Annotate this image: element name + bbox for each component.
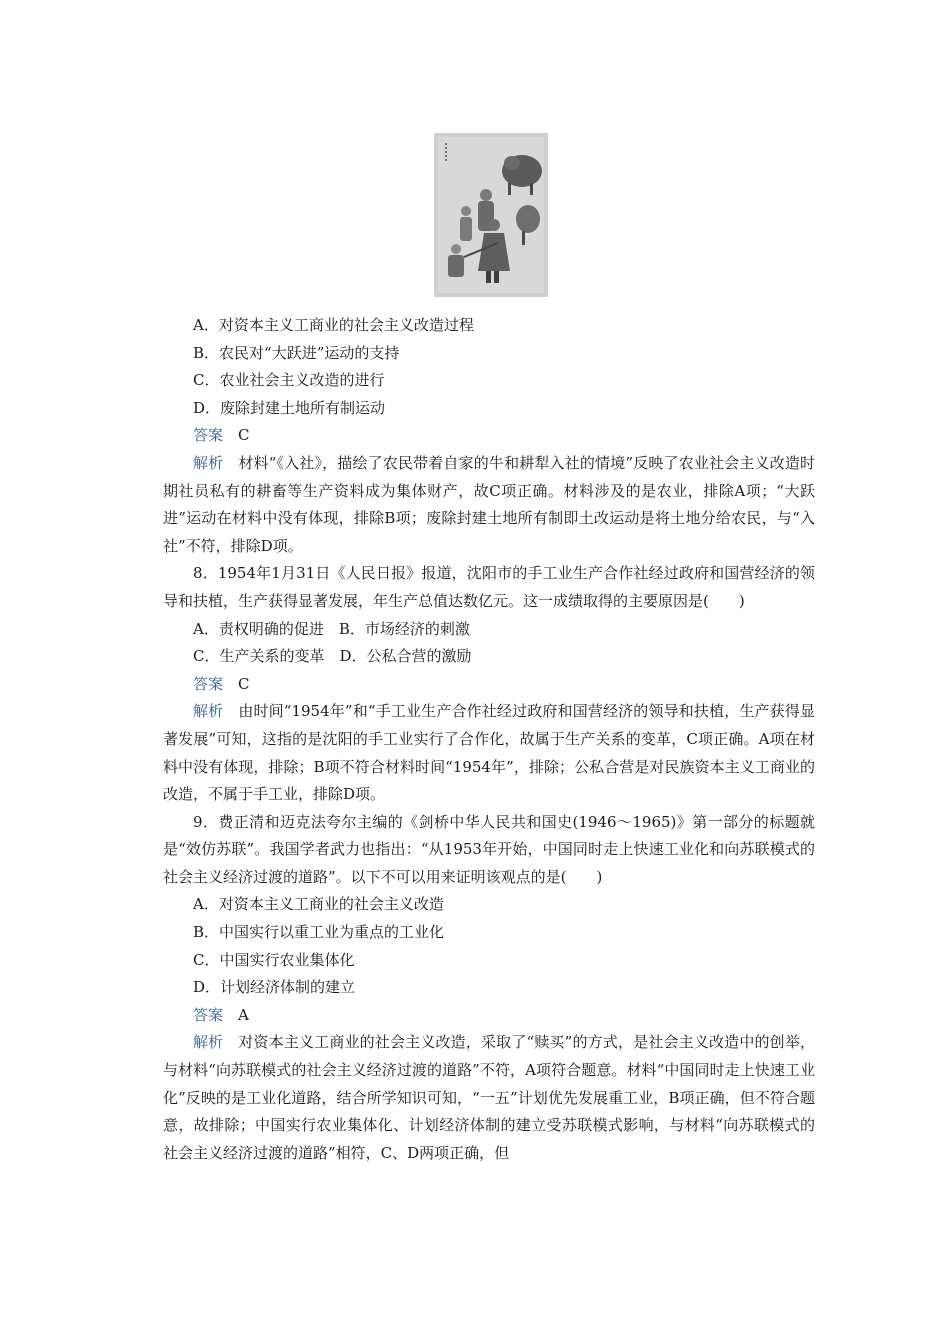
- q9-analysis: [163, 1029, 815, 1167]
- answer-value: A: [238, 1005, 249, 1024]
- answer-value: C: [238, 426, 250, 445]
- analysis-label: 解析: [193, 453, 224, 472]
- painting-figure: [434, 133, 548, 297]
- q9-stem: 9．费正清和迈克法夸尔主编的《剑桥中华人民共和国史(1946～1965)》第一部分的标题就是“效仿苏联”。我国学者武力也指出：“从1953年开始，中国同时走上快速工业化和向苏联模式的社会主义经济过渡的道路”。以下不可以用来证明该观点的是( ): [163, 812, 815, 886]
- answer-value: C: [238, 674, 250, 693]
- q9-option-a: A．对资本主义工商业的社会主义改造: [193, 895, 444, 914]
- document-body: [163, 312, 815, 1167]
- analysis-label: 解析: [193, 1033, 224, 1052]
- q7-option-c: C．农业社会主义改造的进行: [193, 371, 385, 390]
- analysis-text: 材料“《入社》，描绘了农民带着自家的牛和耕犁入社的情境”反映了农业社会主义改造时期社员私有的耕畜等生产资料成为集体财产，故C项正确。材料涉及的是农业，排除A项；“大跃进”运动在材料中没有体现，排除B项；废除封建土地所有制即土改运动是将土地分给农民，与“入社”不符，排除D项。: [163, 453, 815, 555]
- analysis-label: 解析: [193, 702, 224, 721]
- q8-analysis: [163, 698, 815, 808]
- q8-stem: 8．1954年1月31日《人民日报》报道，沈阳市的手工业生产合作社经过政府和国营经济的领导和扶植，生产获得显著发展，年生产总值达数亿元。这一成绩取得的主要原因是( ): [163, 564, 815, 610]
- q7-option-b: B．农民对“大跃进”运动的支持: [193, 343, 400, 362]
- q9-option-b: B．中国实行以重工业为重点的工业化: [193, 923, 445, 942]
- q7-option-d: D．废除封建土地所有制运动: [193, 398, 386, 417]
- q8-answer: [163, 671, 815, 699]
- painting-farmers-with-oxen-icon: [434, 133, 548, 297]
- q8-options-cd: C．生产关系的变革 D．公私合营的激励: [193, 647, 472, 666]
- q7-analysis: [163, 450, 815, 560]
- q9-option-c: C．中国实行农业集体化: [193, 950, 355, 969]
- q9-answer: [163, 1002, 815, 1030]
- q8-options-ab: A．责权明确的促进 B．市场经济的刺激: [193, 619, 470, 638]
- answer-label: 答案: [193, 674, 224, 693]
- q9-option-d: D．计划经济体制的建立: [193, 978, 356, 997]
- answer-label: 答案: [193, 426, 224, 445]
- analysis-text: 对资本主义工商业的社会主义改造，采取了“赎买”的方式，是社会主义改造中的创举，与材料“向苏联模式的社会主义经济过渡的道路”不符，A项符合题意。材料“中国同时走上快速工业化”反映的是工业化道路，结合所学知识可知，“一五”计划优先发展重工业，B项正确，但不符合题意，故排除；中国实行农业集体化、计划经济体制的建立受苏联模式影响，与材料“向苏联模式的社会主义经济过渡的道路”相符，C、D两项正确，但: [163, 1033, 815, 1162]
- q7-option-a: A．对资本主义工商业的社会主义改造过程: [193, 316, 474, 334]
- analysis-text: 由时间“1954年”和“手工业生产合作社经过政府和国营经济的领导和扶植，生产获得显著发展”可知，这指的是沈阳的手工业实行了合作化，故属于生产关系的变革，C项正确。A项在材料中没有体现，排除；B项不符合材料时间“1954年”，排除；公私合营是对民族资本主义工商业的改造，不属于手工业，排除D项。: [163, 702, 815, 804]
- answer-label: 答案: [193, 1005, 224, 1024]
- q7-answer: [163, 422, 815, 450]
